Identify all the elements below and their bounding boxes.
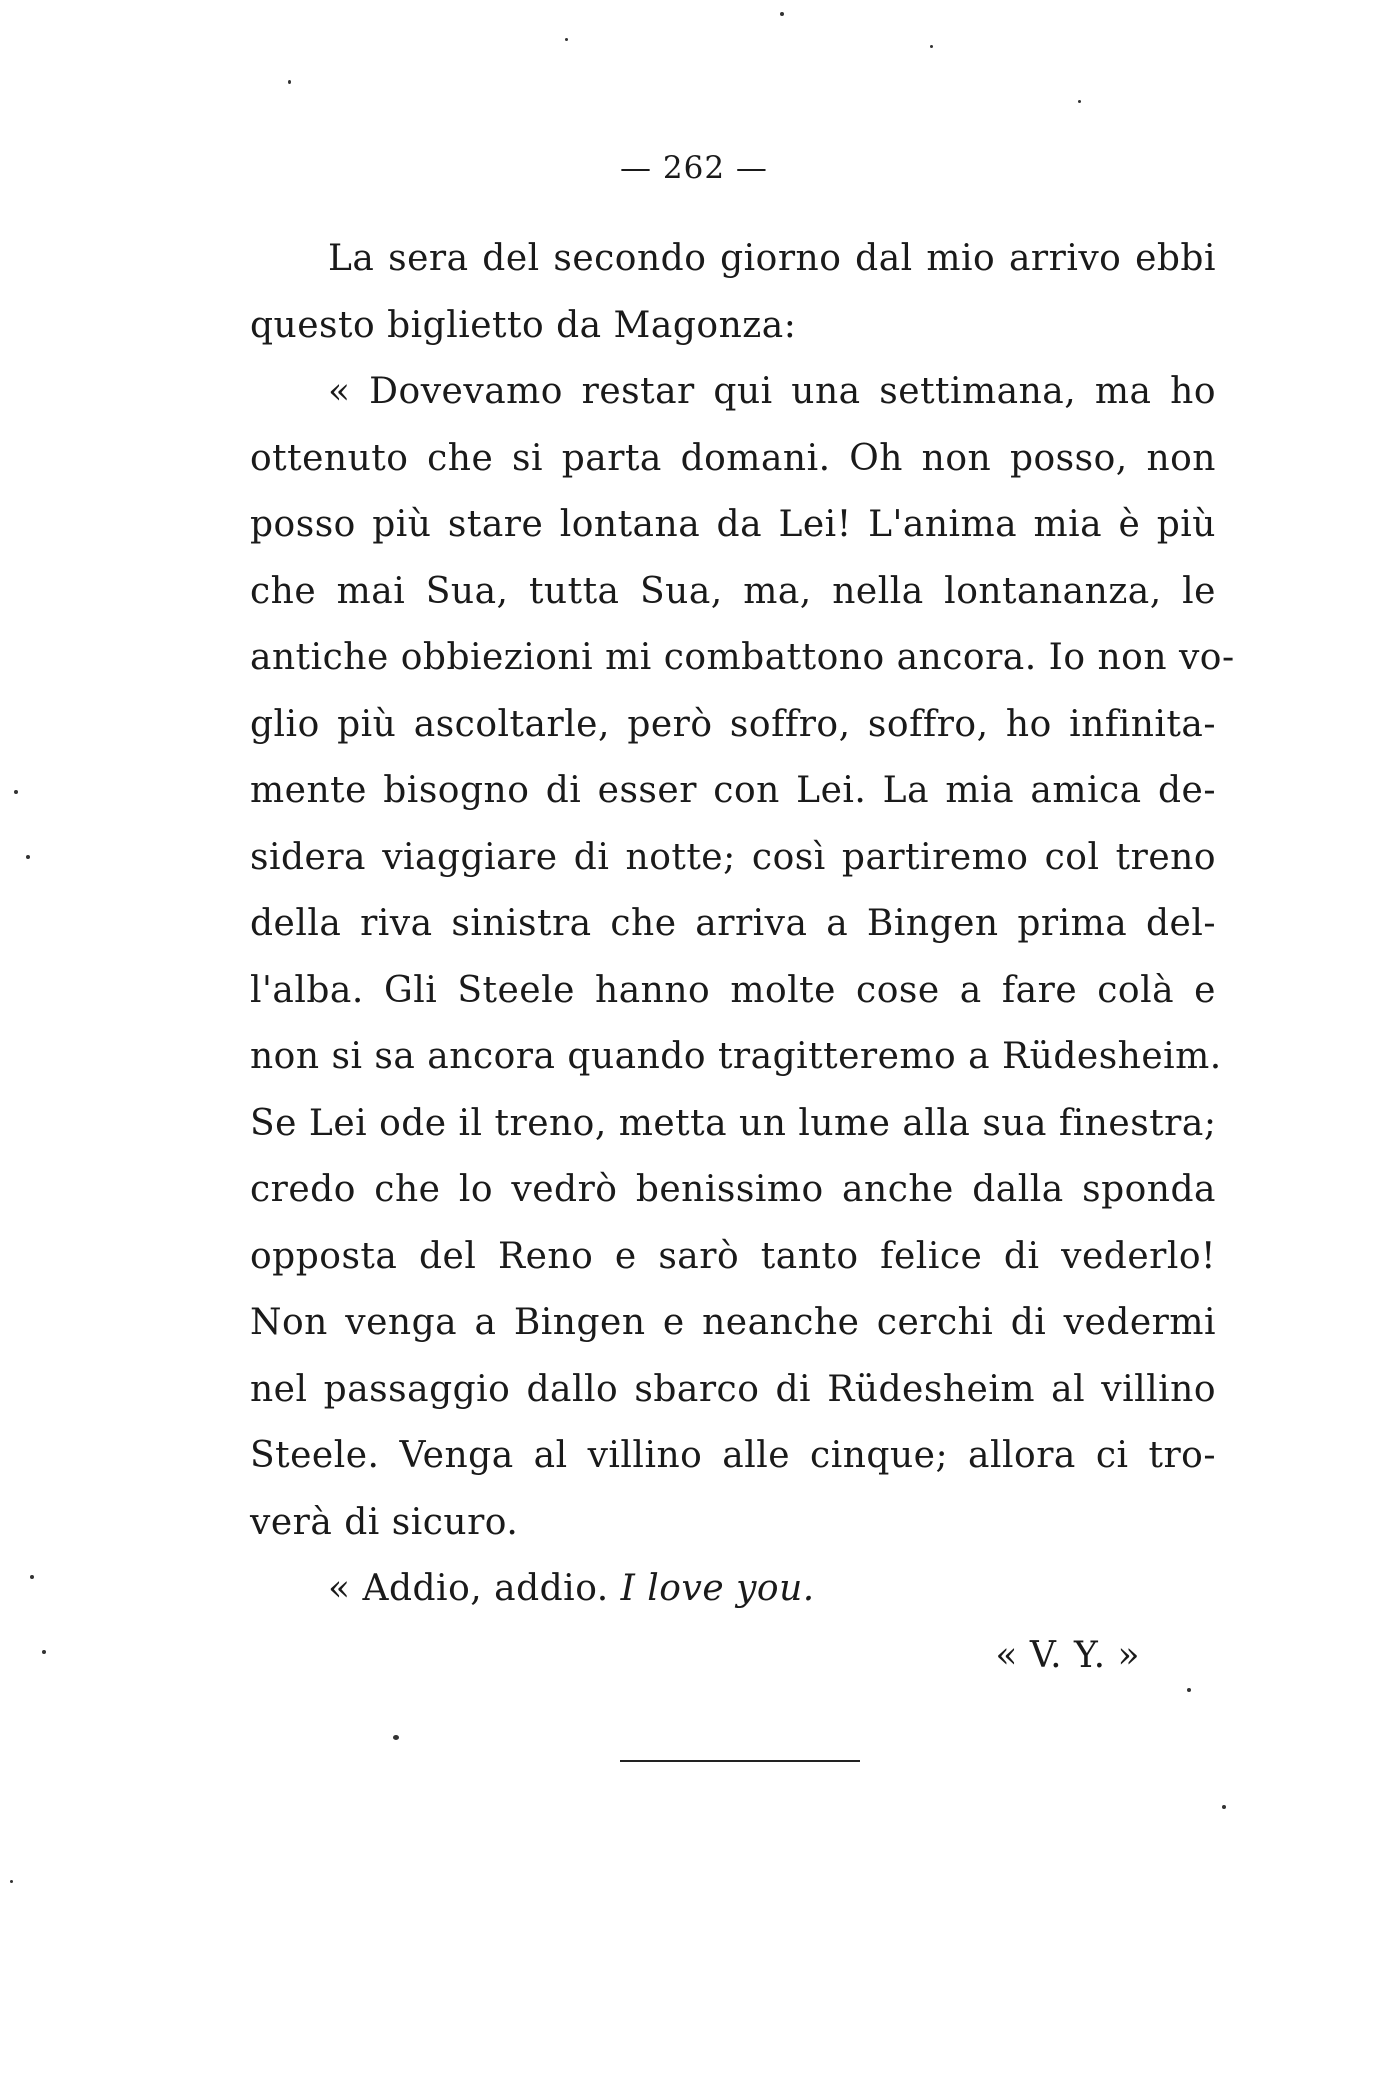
text-line: della riva sinistra che arriva a Bingen prima del- <box>250 903 1216 944</box>
text-line: posso più stare lontana da Lei! L'anima mia è più <box>250 504 1216 545</box>
scan-speck <box>14 790 18 794</box>
text-line: verà di sicuro. <box>250 1501 519 1543</box>
text-line: La sera del secondo giorno dal mio arrivo ebbi <box>328 238 1216 279</box>
scan-speck <box>288 80 291 84</box>
scan-speck <box>780 12 784 16</box>
text-line: sidera viaggiare di notte; così partiremo col treno <box>250 836 1216 878</box>
text-line: nel passaggio dallo sbarco di Rüdesheim al villino <box>250 1368 1216 1410</box>
page-number: — 262 — <box>620 150 768 186</box>
closing-italic: I love you. <box>620 1568 815 1609</box>
scan-speck <box>42 1650 46 1654</box>
text-line: Se Lei ode il treno, metta un lume alla sua finestra; <box>250 1102 1217 1144</box>
text-line: glio più ascoltarle, però soffro, soffro, ho infinita- <box>250 703 1216 745</box>
scan-speck <box>1078 100 1081 103</box>
text-line: l'alba. Gli Steele hanno molte cose a fare colà e <box>250 969 1216 1011</box>
text-line: « Dovevamo restar qui una settimana, ma ho <box>328 371 1216 412</box>
scan-speck <box>26 855 30 859</box>
letter-text <box>250 226 1235 1689</box>
text-line: credo che lo vedrò benissimo anche dalla sponda <box>250 1169 1216 1210</box>
scan-speck <box>1222 1805 1226 1809</box>
text-line: Steele. Venga al villino alle cinque; allora ci tro- <box>250 1435 1216 1476</box>
text-line: Non venga a Bingen e neanche cerchi di vedermi <box>250 1302 1216 1343</box>
text-line: ottenuto che si parta domani. Oh non posso, non <box>250 437 1216 479</box>
closing-line <box>250 1556 1216 1623</box>
text-line: non si sa ancora quando tragitteremo a Rüdesheim. <box>250 1036 1222 1077</box>
text-line: questo biglietto da Magonza: <box>250 304 797 346</box>
text-line: mente bisogno di esser con Lei. La mia amica de- <box>250 770 1216 811</box>
scan-speck <box>393 1735 399 1740</box>
signature: « V. Y. » <box>995 1634 1140 1676</box>
text-line: opposta del Reno e sarò tanto felice di vederlo! <box>250 1235 1216 1277</box>
closing-prefix: « Addio, addio. <box>328 1568 621 1609</box>
section-divider <box>620 1760 860 1762</box>
scan-speck <box>10 1880 13 1883</box>
scan-speck <box>565 38 568 41</box>
text-line: antiche obbiezioni mi combattono ancora. Io non vo- <box>250 637 1235 678</box>
text-line: che mai Sua, tutta Sua, ma, nella lontananza, le <box>250 570 1216 612</box>
scan-speck <box>30 1575 34 1579</box>
scan-speck <box>930 45 933 48</box>
scan-speck <box>1187 1688 1191 1692</box>
